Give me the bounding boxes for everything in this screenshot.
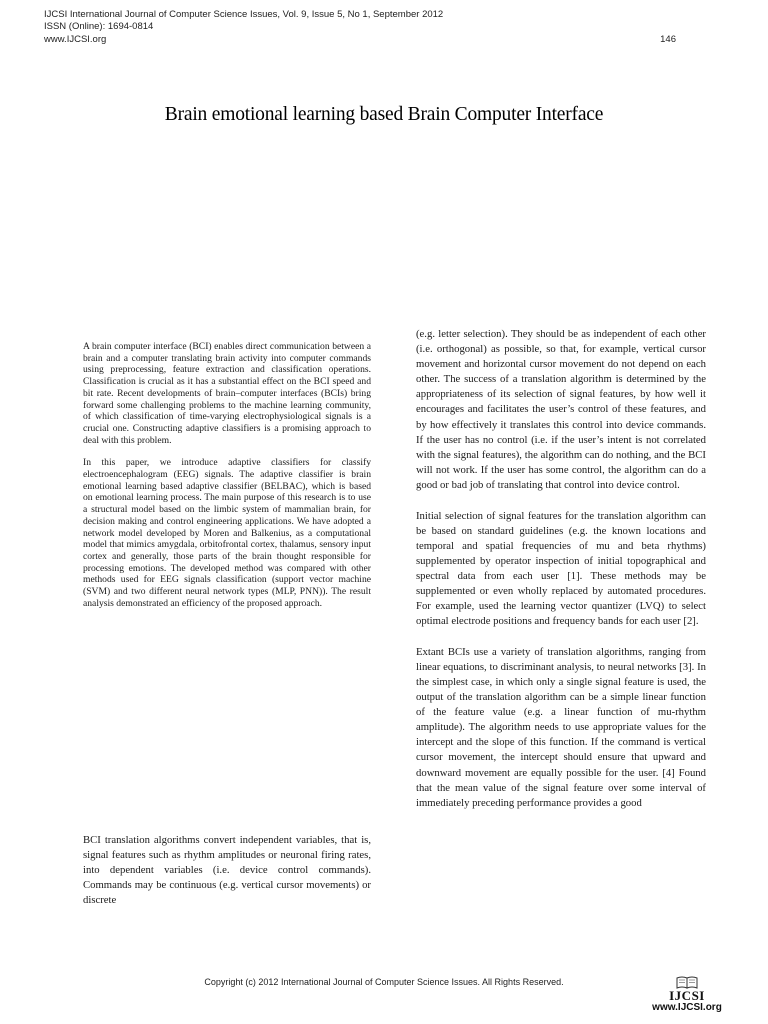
journal-website: www.IJCSI.org: [44, 33, 107, 45]
body-paragraph-left-1: BCI translation algorithms convert independent variables, that is, signal features such as rhythm amplitudes or neuronal firing rates, into dependent variables (i.e. device control commands). Commands may be continuous (e.g. vertical cursor movements) or discrete: [83, 834, 371, 907]
body-paragraph-right-3: Extant BCIs use a variety of translation algorithms, ranging from linear equations, to discriminant analysis, to neural networks [3]. In the simplest case, in which only a single signal feature is used, the output of the translation algorithm can be a simple linear function of the feature value (e.g. a linear function of mu-rhythm amplitude). The algorithm needs to use appropriate values for the intercept and the slope of this function. If the command is vertical cursor movement, the intercept should ensure that upward and downward movement are equally possible for the user. [4] Found that the mean value of the signal feature over some interval of immediately preceding performance provides a good: [416, 645, 706, 809]
running-header: [44, 9, 664, 46]
brand-url: www.IJCSI.org: [652, 1002, 722, 1013]
journal-line: IJCSI International Journal of Computer Science Issues, Vol. 9, Issue 5, No 1, September 2012: [44, 9, 444, 20]
abstract: [83, 341, 371, 609]
abstract-paragraph-2: In this paper, we introduce adaptive classifiers for classify electroencephalogram (EEG) signals. The adaptive classifier is brain emotional learning based adaptive classifier (BELBAC), which is based on emotional learning process. The main purpose of this research is to use a structural model based on the limbic system of mammalian brain, for decision making and control engineering applications. We have adopted a network model developed by Moren and Balkenius, as a computational model that mimics amygdala, orbitofrontal cortex, thalamus, sensory input cortex and generally, those parts of the brain thought responsible for processing emotions. The developed method was compared with other methods used for EEG signals classification (support vector machine (SVM) and two different neural network types (MLP, PNN)). The result analysis demonstrated an efficiency of the proposed approach.: [83, 457, 371, 609]
journal-logo: [642, 975, 732, 1014]
open-book-icon: [676, 975, 698, 989]
left-column-body: [83, 833, 371, 908]
body-paragraph-right-1: (e.g. letter selection). They should be as independent of each other (i.e. orthogonal) as possible, so that, for example, vertical cursor movement and horizontal cursor movement do not depend on each other. The success of a translation algorithm is determined by the appropriateness of its selection of signal features, by how well it encourages and facilitates the user’s control of these features, and by how effectively it translates this control into device commands. If the user has no control (i.e. if the user’s intent is not correlated with the signal features), the algorithm can do nothing, and the BCI will not work. If the user has some control, the algorithm can do a good or bad job of translating that control into device control.: [416, 328, 706, 491]
body-paragraph-right-2: Initial selection of signal features for the translation algorithm can be based on standard guidelines (e.g. the known locations and temporal and spatial frequencies of mu and beta rhythms) supplemented by operator inspection of initial topographical and spectral data from each user [1]. These methods may be supplemented or even wholly replaced by automated procedures. For example, used the learning vector quantizer (LVQ) to select optimal electrode positions and frequency bands for each user [2].: [416, 509, 706, 628]
issn-line: ISSN (Online): 1694-0814: [44, 21, 154, 33]
abstract-paragraph-1: A brain computer interface (BCI) enables direct communication between a brain and a computer translating brain activity into computer commands using preprocessing, feature extraction and classification operations. Classification is crucial as it has a substantial effect on the BCI speed and bit rate. Recent developments of brain–computer interfaces (BCIs) bring forward some challenging problems to the machine learning community, of which classification of time-varying electrophysiological signals is a crucial one. Constructing adaptive classifiers is a promising approach to deal with this problem.: [83, 341, 371, 446]
paper-title: Brain emotional learning based Brain Computer Interface: [164, 104, 604, 125]
page-number: 146: [660, 34, 676, 45]
right-column-body: [416, 327, 706, 811]
brand-name: IJCSI: [669, 988, 705, 1003]
copyright-footer: Copyright (c) 2012 International Journal of Computer Science Issues. All Rights Reserved.: [204, 977, 564, 987]
